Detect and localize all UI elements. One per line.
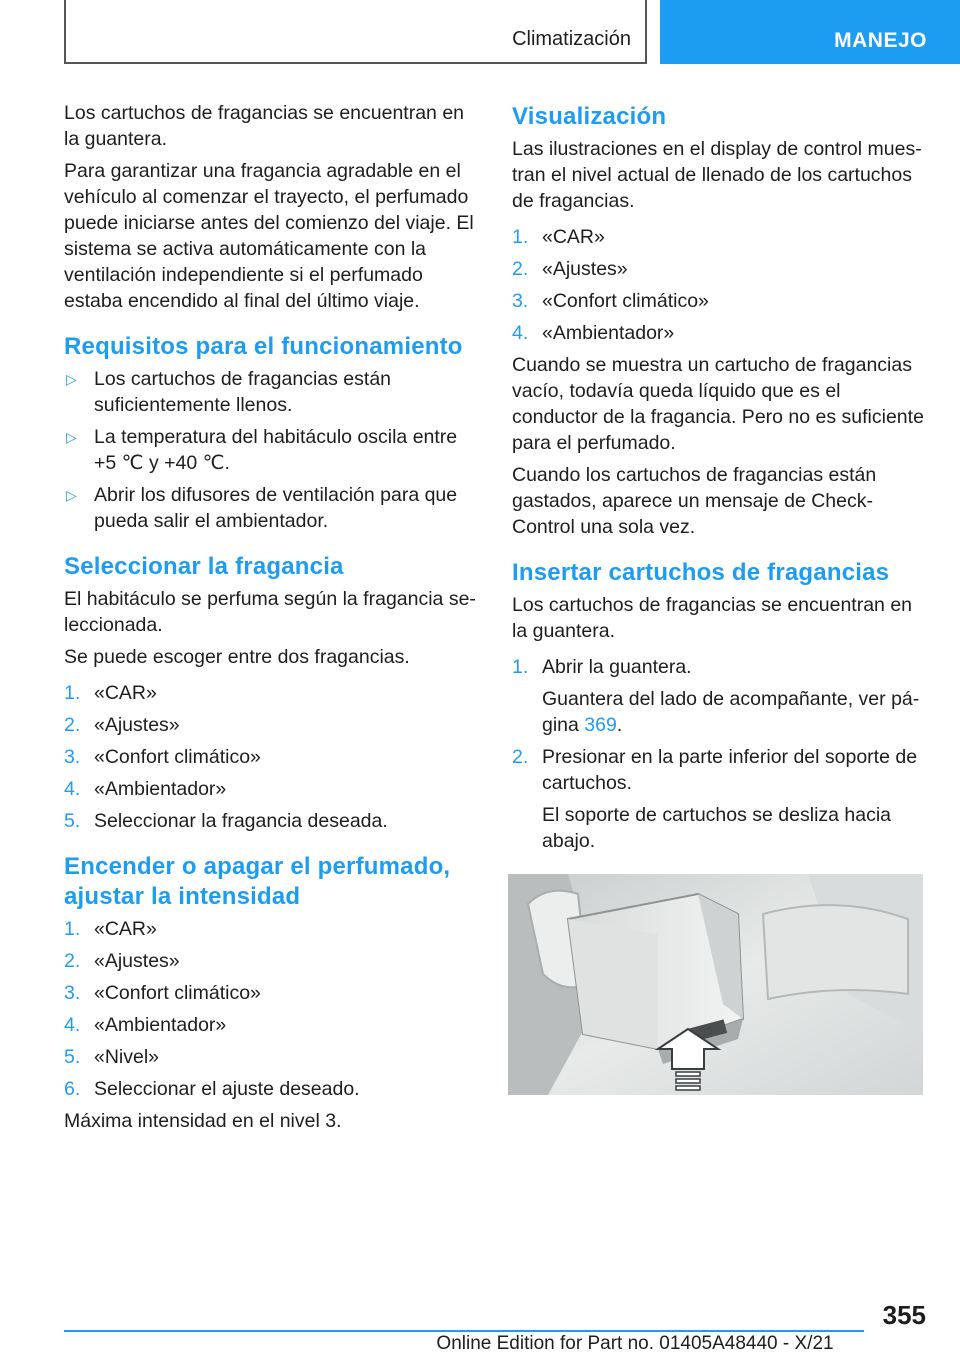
display-steps <box>512 224 926 346</box>
list-item-text: La temperatura del habitáculo oscila entre +5 ℃ y +40 ℃. <box>94 426 458 474</box>
step-number: 6. <box>64 1078 81 1100</box>
list-item-text: «Ambientador» <box>94 778 227 800</box>
list-item <box>64 776 478 802</box>
list-item <box>64 1044 478 1070</box>
insert-steps <box>512 654 926 854</box>
intro-paragraph-2: Para garantizar una fragancia agradable en el vehículo al comenzar el trayecto, el perfumado puede iniciarse antes del comienzo del viaje. El sistema se activa automáticamente con la ventilación independiente si el perfumado estaba encendido al final del último viaje. <box>64 160 474 312</box>
step-number: 2. <box>64 950 81 972</box>
requirements-heading: Requisitos para el funcionamiento <box>64 333 463 360</box>
display-intro: Las ilustraciones en el display de control muestran el nivel actual de llenado de los cartuchos de fragancias. <box>512 138 922 212</box>
glovebox-figure <box>508 874 923 1095</box>
list-item <box>64 808 478 834</box>
step-number: 4. <box>512 322 529 344</box>
step-number: 5. <box>64 810 81 832</box>
list-item <box>64 744 478 770</box>
list-item <box>512 744 926 854</box>
insert-intro: Los cartuchos de fragancias se encuentran en la guantera. <box>512 594 913 642</box>
list-item <box>64 1012 478 1038</box>
requirements-list <box>64 366 478 534</box>
list-item-text: «Confort climático» <box>94 982 261 1004</box>
step-number: 1. <box>64 682 81 704</box>
step-number: 1. <box>64 918 81 940</box>
list-item-text: Los cartuchos de fragancias están suficientemente llenos. <box>94 368 392 416</box>
insert-heading: Insertar cartuchos de fragancias <box>512 559 890 586</box>
triangle-bullet-icon: ▷ <box>66 429 77 445</box>
cartridge-holder-illustration <box>508 874 923 1095</box>
step-subtext: El soporte de cartuchos se desliza hacia abajo. <box>542 804 892 852</box>
display-paragraph-2: Cuando los cartuchos de fragancias están gastados, aparece un mensaje de Check-Control una sola vez. <box>512 464 877 538</box>
list-item-text: «Ajustes» <box>94 950 180 972</box>
power-steps <box>64 916 478 1102</box>
list-item <box>512 654 926 738</box>
step-number: 2. <box>64 714 81 736</box>
step-number: 3. <box>512 290 529 312</box>
list-item <box>64 712 478 738</box>
footer-edition-text: Online Edition for Part no. 01405A48440 - X/21 <box>436 1333 834 1354</box>
page-number: 355 <box>882 1300 926 1330</box>
step-number: 5. <box>64 1046 81 1068</box>
right-column <box>512 100 926 860</box>
list-item-text: «CAR» <box>542 226 605 248</box>
triangle-bullet-icon: ▷ <box>66 371 77 387</box>
list-item-text: Presionar en la parte inferior del soporte de cartuchos. <box>542 746 918 794</box>
subtext-suffix: . <box>616 714 623 736</box>
select-heading: Seleccionar la fragancia <box>64 553 344 580</box>
header-section-box <box>64 0 647 64</box>
header-chapter-tab <box>660 0 960 64</box>
step-number: 4. <box>64 778 81 800</box>
select-paragraph-1: El habitáculo se perfuma según la fragancia seleccionada. <box>64 588 476 636</box>
list-item <box>64 916 478 942</box>
display-heading: Visualización <box>512 103 667 130</box>
list-item-text: «Confort climático» <box>94 746 261 768</box>
list-item-text: «Ajustes» <box>94 714 180 736</box>
list-item-text: Seleccionar la fragancia deseada. <box>94 810 388 832</box>
list-item <box>64 424 478 476</box>
list-item <box>64 482 478 534</box>
step-number: 1. <box>512 656 529 678</box>
power-note: Máxima intensidad en el nivel 3. <box>64 1110 342 1132</box>
header-section-title: Climatización <box>512 28 631 50</box>
list-item <box>64 948 478 974</box>
subtext-prefix: Guantera del lado de acompañante, ver página <box>542 688 920 736</box>
triangle-bullet-icon: ▷ <box>66 487 77 503</box>
list-item <box>64 1076 478 1102</box>
footer-edition <box>0 1333 960 1355</box>
list-item <box>512 224 926 250</box>
step-number: 3. <box>64 746 81 768</box>
step-number: 1. <box>512 226 529 248</box>
list-item-text: Abrir la guantera. <box>542 656 692 678</box>
step-number: 2. <box>512 746 529 768</box>
list-item <box>512 256 926 282</box>
list-item-text: «Ambientador» <box>94 1014 227 1036</box>
list-item-text: «CAR» <box>94 918 157 940</box>
list-item-text: «Nivel» <box>94 1046 160 1068</box>
select-steps <box>64 680 478 834</box>
step-number: 3. <box>64 982 81 1004</box>
list-item <box>512 288 926 314</box>
list-item-text: «Ajustes» <box>542 258 628 280</box>
list-item-text: Abrir los difusores de ventilación para que pueda salir el ambientador. <box>94 484 458 532</box>
left-column <box>64 100 478 1140</box>
list-item-text: Seleccionar el ajuste deseado. <box>94 1078 360 1100</box>
list-item <box>64 680 478 706</box>
list-item-text: «Confort climático» <box>542 290 709 312</box>
step-number: 2. <box>512 258 529 280</box>
header-chapter-label: MANEJO <box>834 29 927 52</box>
list-item <box>64 366 478 418</box>
display-paragraph-1: Cuando se muestra un cartucho de fragancias vacío, todavía queda líquido que es el conductor de la fragancia. Pero no es suficiente para el perfumado. <box>512 354 924 454</box>
page-link[interactable]: 369 <box>584 714 617 736</box>
power-heading: Encender o apagar el perfumado, ajustar la intensidad <box>64 853 451 910</box>
footer-divider <box>64 1330 864 1332</box>
step-number: 4. <box>64 1014 81 1036</box>
list-item-text: «Ambientador» <box>542 322 675 344</box>
select-paragraph-2: Se puede escoger entre dos fragancias. <box>64 646 410 668</box>
list-item <box>64 980 478 1006</box>
list-item-text: «CAR» <box>94 682 157 704</box>
list-item <box>512 320 926 346</box>
intro-paragraph-1: Los cartuchos de fragancias se encuentran en la guantera. <box>64 102 465 150</box>
step-subtext <box>542 686 926 738</box>
